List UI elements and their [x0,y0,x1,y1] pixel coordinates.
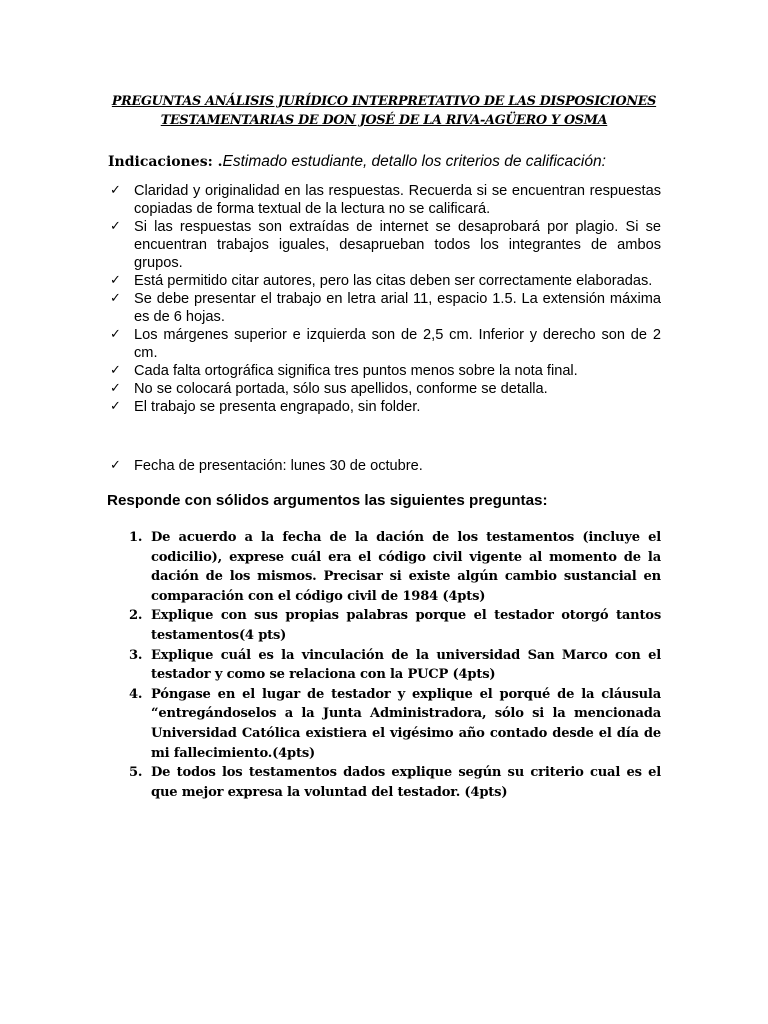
criteria-item [108,380,661,398]
criteria-item [108,290,661,326]
question-number: 3. [129,647,143,663]
question-text: Explique con sus propias palabras porque el testador otorgó tantos testamentos(4 pts) [151,608,661,643]
criteria-item [108,272,661,290]
check-icon: ✓ [110,219,121,234]
criteria-list [108,182,661,416]
criteria-text: Claridad y originalidad en las respuestas. Recuerda si se encuentran respuestas copiadas de forma textual de la lectura no se calificará. [134,183,661,217]
question-item [126,528,661,606]
question-number: 5. [129,765,143,781]
indicaciones-text: Estimado estudiante, detallo los criterios de calificación: [222,153,606,170]
question-number: 2. [129,608,143,624]
criteria-text: No se colocará portada, sólo sus apellidos, conforme se detalla. [134,381,548,397]
question-item [126,646,661,685]
question-item [126,763,661,802]
check-icon: ✓ [110,399,121,414]
question-number: 4. [129,686,143,702]
criteria-text: Se debe presentar el trabajo en letra arial 11, espacio 1.5. La extensión máxima es de 6 hojas. [134,291,661,325]
criteria-text: Está permitido citar autores, pero las citas deben ser correctamente elaboradas. [134,273,653,289]
question-text: De acuerdo a la fecha de la dación de los testamentos (incluye el codicilio), exprese cuál era el código civil vigente al momento de la dación de los mismos. Precisar si existe algún cambio sustancial en comparación con el código civil de 1984 (4pts) [151,530,661,604]
criteria-text: El trabajo se presenta engrapado, sin folder. [134,399,421,415]
check-icon: ✓ [110,458,121,473]
fecha-item [108,457,661,475]
criteria-item [108,398,661,416]
title-line-1: PREGUNTAS ANÁLISIS JURÍDICO INTERPRETATIVO DE LAS DISPOSICIONES [111,94,657,109]
check-icon: ✓ [110,363,121,378]
question-text: De todos los testamentos dados explique según su criterio cual es el que mejor expresa la voluntad del testador. (4pts) [151,765,661,800]
criteria-item [108,362,661,380]
check-icon: ✓ [110,381,121,396]
check-icon: ✓ [110,273,121,288]
questions-list [126,528,661,802]
criteria-item [108,218,661,272]
criteria-item [108,326,661,362]
criteria-text: Cada falta ortográfica significa tres puntos menos sobre la nota final. [134,363,578,379]
responde-heading: Responde con sólidos argumentos las siguientes preguntas: [107,492,548,509]
indicaciones-label: Indicaciones: . [108,154,223,170]
check-icon: ✓ [110,183,121,198]
check-icon: ✓ [110,327,121,342]
criteria-text: Los márgenes superior e izquierda son de 2,5 cm. Inferior y derecho son de 2 cm. [134,327,661,361]
title-line-2: TESTAMENTARIAS DE DON JOSÉ DE LA RIVA-AGÜERO Y OSMA [160,113,608,128]
fecha-text: Fecha de presentación: lunes 30 de octubre. [134,458,423,474]
indicaciones-line [108,152,668,172]
question-item [126,606,661,645]
question-text: Póngase en el lugar de testador y explique el porqué de la cláusula “entregándoselos a la Junta Administradora, sólo si la mencionada Universidad Católica existiera el vigésimo año contado desde el día de mi fallecimiento.(4pts) [151,686,661,761]
question-text: Explique cuál es la vinculación de la universidad San Marco con el testador y como se relaciona con la PUCP (4pts) [151,647,661,683]
document-title [108,92,660,130]
check-icon: ✓ [110,291,121,306]
criteria-item [108,182,661,218]
criteria-text: Si las respuestas son extraídas de internet se desaprobará por plagio. Si se encuentran trabajos iguales, desaprueban todos los integrantes de ambos grupos. [134,219,661,271]
question-item [126,685,661,763]
question-number: 1. [129,530,143,545]
